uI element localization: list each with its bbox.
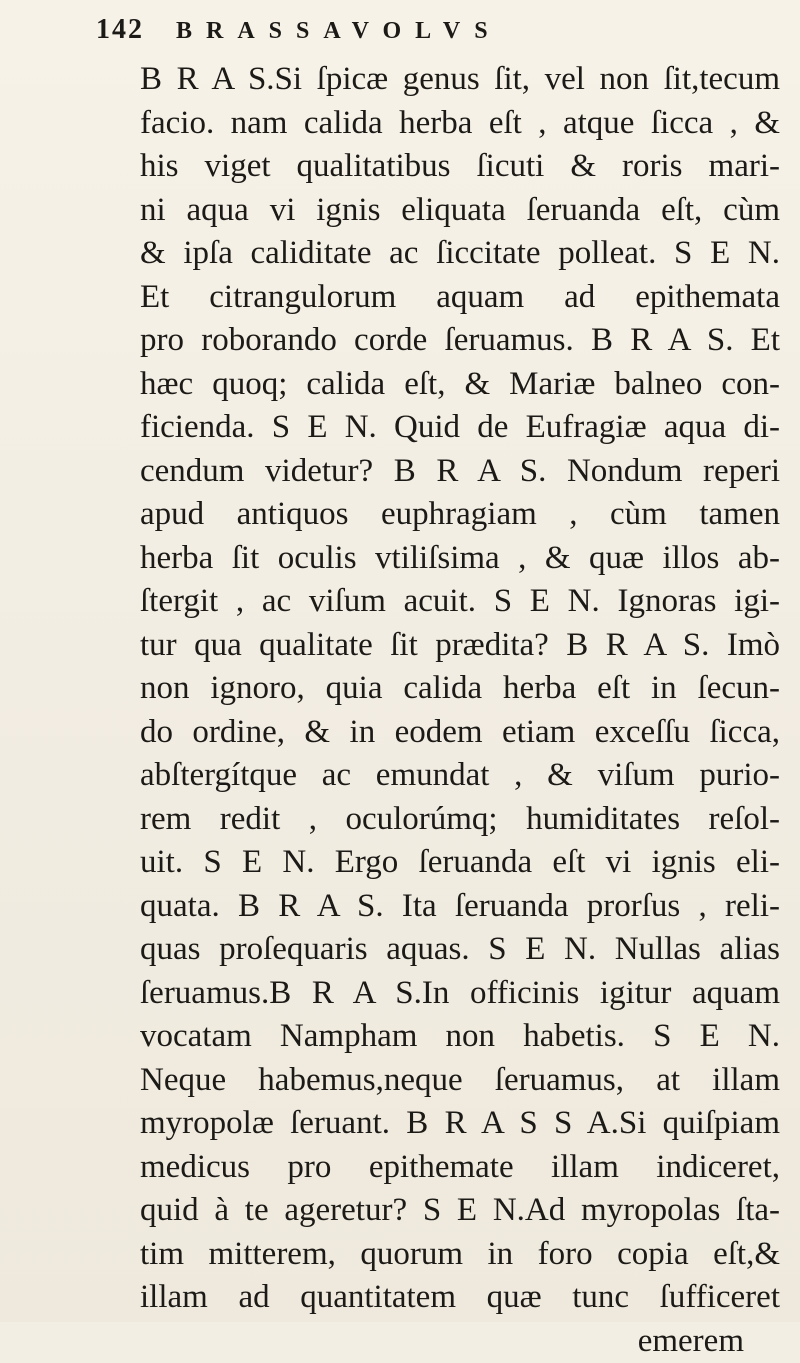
text-line: his viget qualitatibus ſicuti & roris mari-: [140, 145, 780, 189]
text-line: ſtergit , ac viſum acuit. S E N. Ignoras igi-: [140, 580, 780, 624]
text-line: tim mitterem, quorum in foro copia eſt,&: [140, 1233, 780, 1277]
text-line: do ordine, & in eodem etiam exceſſu ſicca,: [140, 711, 780, 755]
text-line: illam ad quantitatem quæ tunc ſufficeret: [140, 1276, 780, 1320]
text-line: hæc quoq; calida eſt, & Mariæ balneo con-: [140, 363, 780, 407]
text-line: uit. S E N. Ergo ſeruanda eſt vi ignis eli-: [140, 841, 780, 885]
text-line: facio. nam calida herba eſt , atque ſicca , &: [140, 102, 780, 146]
text-line: cendum videtur? B R A S. Nondum reperi: [140, 450, 780, 494]
text-line: ſeruamus.B R A S.In officinis igitur aquam: [140, 972, 780, 1016]
text-line: tur qua qualitate ſit prædita? B R A S. Imò: [140, 624, 780, 668]
text-line: & ipſa caliditate ac ſiccitate polleat. S E N.: [140, 232, 780, 276]
text-line: rem redit , oculorúmq; humiditates reſol-: [140, 798, 780, 842]
page-number: 142: [96, 14, 144, 46]
text-line: medicus pro epithemate illam indiceret,: [140, 1146, 780, 1190]
text-line: quas proſequaris aquas. S E N. Nullas alias: [140, 928, 780, 972]
text-line: quid à te ageretur? S E N.Ad myropolas ſta-: [140, 1189, 780, 1233]
text-line: ni aqua vi ignis eliquata ſeruanda eſt, cùm: [140, 189, 780, 233]
text-line: vocatam Nampham non habetis. S E N.: [140, 1015, 780, 1059]
text-line: abſtergítque ac emundat , & viſum purio-: [140, 754, 780, 798]
body-text: [140, 58, 780, 1363]
text-line: myropolæ ſeruant. B R A S S A.Si quiſpiam: [140, 1102, 780, 1146]
text-line: non ignoro, quia calida herba eſt in ſecun-: [140, 667, 780, 711]
text-line: quata. B R A S. Ita ſeruanda prorſus , reli-: [140, 885, 780, 929]
running-head: [96, 14, 736, 54]
text-line: Neque habemus,neque ſeruamus, at illam: [140, 1059, 780, 1103]
text-line: Et citrangulorum aquam ad epithemata: [140, 276, 780, 320]
text-line: pro roborando corde ſeruamus. B R A S. Et: [140, 319, 780, 363]
text-line: apud antiquos euphragiam , cùm tamen: [140, 493, 780, 537]
text-line: herba ſit oculis vtiliſsima , & quæ illos ab-: [140, 537, 780, 581]
running-title: BRASSAVOLVS: [176, 18, 502, 45]
catchword: emerem: [140, 1320, 780, 1363]
text-line: ficienda. S E N. Quid de Eufragiæ aqua di-: [140, 406, 780, 450]
text-line: B R A S.Si ſpicæ genus ſit, vel non ſit,tecum: [140, 58, 780, 102]
